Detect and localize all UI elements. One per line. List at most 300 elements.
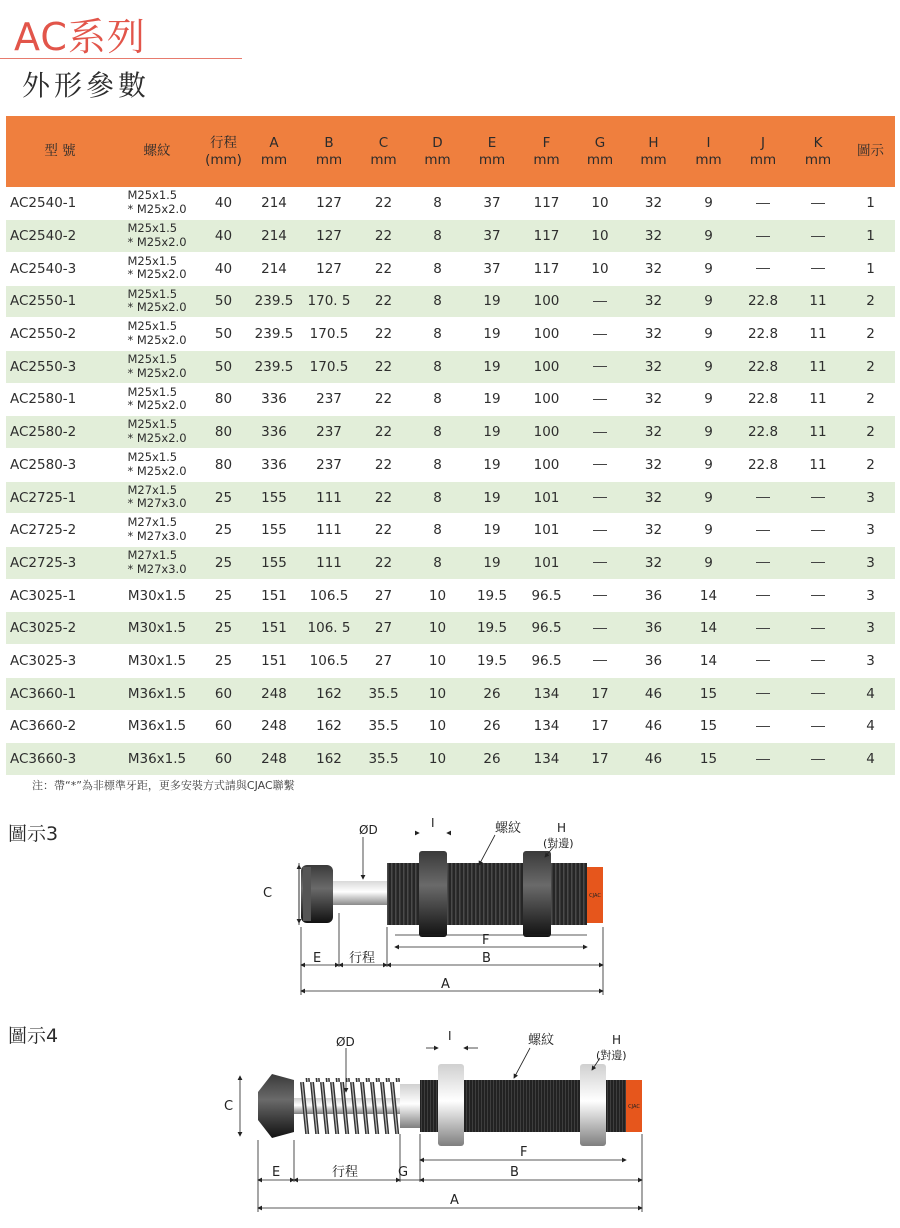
cell-f: 101: [519, 481, 574, 514]
table-body: [6, 187, 895, 775]
cell-thread: [114, 318, 200, 351]
cell-j: 22.8: [736, 318, 790, 351]
cell-e: 19: [465, 416, 519, 449]
thread-spec: [127, 685, 187, 702]
cell-fig: 2: [846, 285, 895, 318]
table-row: [6, 318, 895, 351]
cell-fig: 4: [846, 710, 895, 743]
not-applicable-dash: [593, 366, 607, 367]
cell-thread: [114, 547, 200, 580]
thread-standard: M27x1.5: [127, 515, 178, 530]
cell-model: AC3025-1: [6, 579, 114, 612]
cell-h: 32: [626, 220, 681, 253]
fig4-dim-i: I: [448, 1029, 452, 1043]
cell-j: 22.8: [736, 449, 790, 482]
not-applicable-dash: [811, 628, 825, 629]
cell-k: [790, 547, 846, 580]
figure4-drawing: [220, 1022, 650, 1222]
cell-e: 19.5: [465, 579, 519, 612]
section-title: 外形參數: [22, 69, 151, 102]
thread-spec: [127, 320, 186, 347]
fig4-dim-h: H: [612, 1033, 622, 1047]
column-header-line: J: [761, 134, 765, 151]
cell-k: 11: [790, 383, 846, 416]
not-applicable-dash: [811, 268, 825, 269]
cell-g: 10: [574, 220, 626, 253]
cell-thread: [114, 416, 200, 449]
cell-model: AC2550-1: [6, 285, 114, 318]
column-header-e: [465, 116, 519, 187]
cell-i: 9: [681, 220, 736, 253]
fig3-dim-a: A: [441, 977, 450, 992]
cell-c: 22: [357, 383, 410, 416]
column-header-line: mm: [315, 151, 343, 168]
fig3-dim-stroke: 行程: [349, 951, 376, 966]
cell-j: 22.8: [736, 350, 790, 383]
cell-e: 37: [465, 187, 519, 220]
cell-model: AC2725-2: [6, 514, 114, 547]
table-row: [6, 612, 895, 645]
table-header-row: [6, 116, 895, 187]
cell-g: [574, 612, 626, 645]
table-row: [6, 350, 895, 383]
cell-thread: [114, 220, 200, 253]
cell-g: 17: [574, 677, 626, 710]
column-header-d: [410, 116, 465, 187]
not-applicable-dash: [593, 595, 607, 596]
cell-d: 8: [410, 416, 465, 449]
table-row: [6, 743, 895, 776]
cell-b: 106.5: [301, 579, 357, 612]
spec-table: [6, 116, 895, 776]
thread-standard: M25x1.5: [127, 384, 178, 399]
not-applicable-dash: [593, 334, 607, 335]
not-applicable-dash: [593, 530, 607, 531]
cell-model: AC2540-2: [6, 220, 114, 253]
not-applicable-dash: [811, 726, 825, 727]
cell-j: [736, 743, 790, 776]
thread-nonstandard: * M25x2.0: [127, 203, 186, 217]
cell-a: 151: [247, 612, 301, 645]
cell-model: AC3025-3: [6, 645, 114, 678]
cell-model: AC2580-1: [6, 383, 114, 416]
cell-j: [736, 645, 790, 678]
cell-e: 19: [465, 514, 519, 547]
cell-h: 32: [626, 383, 681, 416]
fig3-piston-rod: [333, 881, 387, 905]
thread-standard: M36x1.5: [127, 685, 187, 702]
cell-i: 15: [681, 677, 736, 710]
thread-standard: M25x1.5: [127, 221, 178, 236]
cell-j: [736, 612, 790, 645]
cell-h: 32: [626, 285, 681, 318]
column-header-line: mm: [749, 151, 777, 168]
cell-b: 237: [301, 449, 357, 482]
cell-fig: 4: [846, 677, 895, 710]
column-header-a: [247, 116, 301, 187]
fig4-dim-b: B: [510, 1165, 519, 1180]
column-header-line: mm: [586, 151, 614, 168]
cell-i: 9: [681, 547, 736, 580]
cell-f: 101: [519, 547, 574, 580]
cell-e: 19.5: [465, 612, 519, 645]
cell-model: AC3660-3: [6, 743, 114, 776]
cell-b: 162: [301, 710, 357, 743]
cell-d: 8: [410, 514, 465, 547]
cell-d: 8: [410, 383, 465, 416]
cell-thread: [114, 743, 200, 776]
cell-h: 36: [626, 579, 681, 612]
cell-thread: [114, 579, 200, 612]
cell-b: 162: [301, 743, 357, 776]
cell-c: 22: [357, 187, 410, 220]
cell-a: 155: [247, 547, 301, 580]
column-header-b: [301, 116, 357, 187]
cell-i: 15: [681, 710, 736, 743]
cell-stroke: 80: [200, 449, 247, 482]
column-header-g: [574, 116, 626, 187]
fig3-dim-i: I: [431, 816, 435, 830]
cell-model: AC2725-1: [6, 481, 114, 514]
cell-j: [736, 220, 790, 253]
fig3-logo: CJAC: [589, 893, 601, 899]
thread-nonstandard: * M27x3.0: [127, 497, 186, 511]
cell-b: 170.5: [301, 350, 357, 383]
not-applicable-dash: [811, 693, 825, 694]
cell-model: AC2540-1: [6, 187, 114, 220]
cell-a: 151: [247, 645, 301, 678]
thread-spec: [127, 386, 186, 413]
fig3-nut-left: [419, 851, 447, 937]
cell-g: 17: [574, 710, 626, 743]
cell-g: [574, 579, 626, 612]
thread-standard: M27x1.5: [127, 548, 178, 563]
cell-i: 9: [681, 187, 736, 220]
fig4-nut-left: [438, 1064, 464, 1146]
cell-c: 35.5: [357, 710, 410, 743]
cell-j: 22.8: [736, 383, 790, 416]
thread-standard: M25x1.5: [127, 417, 178, 432]
not-applicable-dash: [756, 562, 770, 563]
cell-k: 11: [790, 350, 846, 383]
column-header-i: [681, 116, 736, 187]
cell-thread: [114, 383, 200, 416]
cell-k: [790, 677, 846, 710]
cell-h: 32: [626, 318, 681, 351]
cell-b: 127: [301, 187, 357, 220]
cell-e: 19: [465, 318, 519, 351]
cell-k: [790, 187, 846, 220]
not-applicable-dash: [756, 595, 770, 596]
cell-i: 14: [681, 612, 736, 645]
thread-spec: [127, 418, 186, 445]
not-applicable-dash: [593, 628, 607, 629]
thread-spec: [128, 720, 186, 734]
cell-a: 336: [247, 449, 301, 482]
column-header-stroke: [200, 116, 247, 187]
cell-thread: [114, 350, 200, 383]
cell-stroke: 60: [200, 677, 247, 710]
column-header-line: B: [324, 134, 334, 151]
cell-g: [574, 416, 626, 449]
fig4-dim-stroke: 行程: [332, 1165, 359, 1180]
thread-standard: M30x1.5: [127, 620, 187, 637]
cell-fig: 3: [846, 547, 895, 580]
fig3-dim-thread: 螺紋: [495, 821, 522, 836]
thread-standard: M25x1.5: [127, 253, 178, 268]
thread-standard: M27x1.5: [127, 482, 178, 497]
cell-thread: [114, 481, 200, 514]
table-row: [6, 547, 895, 580]
cell-a: 155: [247, 514, 301, 547]
thread-spec: [127, 484, 186, 511]
not-applicable-dash: [593, 301, 607, 302]
cell-c: 22: [357, 350, 410, 383]
column-header-line: E: [487, 134, 497, 151]
cell-j: [736, 187, 790, 220]
column-header-line: mm: [260, 151, 288, 168]
cell-h: 32: [626, 449, 681, 482]
column-header-line: 螺紋: [143, 143, 171, 159]
cell-fig: 3: [846, 579, 895, 612]
column-header-line: F: [542, 134, 551, 151]
cell-d: 8: [410, 547, 465, 580]
thread-nonstandard: * M25x2.0: [127, 301, 186, 315]
cell-model: AC2550-3: [6, 350, 114, 383]
cell-a: 151: [247, 579, 301, 612]
cell-b: 170.5: [301, 318, 357, 351]
not-applicable-dash: [811, 236, 825, 237]
cell-c: 22: [357, 514, 410, 547]
fig3-dim-f: F: [482, 933, 490, 948]
cell-i: 14: [681, 645, 736, 678]
cell-k: [790, 743, 846, 776]
cell-k: [790, 481, 846, 514]
thread-spec: [127, 189, 186, 216]
cell-c: 35.5: [357, 743, 410, 776]
cell-stroke: 25: [200, 579, 247, 612]
thread-standard: M36x1.5: [127, 751, 187, 768]
cell-h: 46: [626, 710, 681, 743]
cell-c: 27: [357, 645, 410, 678]
thread-spec: [127, 255, 186, 282]
thread-standard: M25x1.5: [127, 450, 178, 465]
fig4-dim-d: ØD: [336, 1035, 355, 1049]
cell-fig: 1: [846, 252, 895, 285]
cell-i: 9: [681, 449, 736, 482]
cell-e: 19: [465, 285, 519, 318]
cell-f: 100: [519, 350, 574, 383]
cell-fig: 2: [846, 350, 895, 383]
cell-thread: [114, 612, 200, 645]
cell-i: 9: [681, 318, 736, 351]
not-applicable-dash: [756, 726, 770, 727]
not-applicable-dash: [593, 432, 607, 433]
fig4-dim-h-sub: (對邊): [596, 1049, 627, 1062]
cell-f: 100: [519, 383, 574, 416]
column-header-h: [626, 116, 681, 187]
cell-i: 15: [681, 743, 736, 776]
fig3-dim-e: E: [313, 951, 322, 966]
cell-d: 8: [410, 350, 465, 383]
fig4-nut-right: [580, 1064, 606, 1146]
cell-fig: 1: [846, 220, 895, 253]
cell-h: 46: [626, 677, 681, 710]
cell-b: 106. 5: [301, 612, 357, 645]
cell-k: 11: [790, 449, 846, 482]
cell-stroke: 80: [200, 383, 247, 416]
cell-h: 32: [626, 514, 681, 547]
figure3-label: 圖示3: [8, 823, 59, 845]
cell-j: [736, 677, 790, 710]
cell-d: 8: [410, 187, 465, 220]
cell-stroke: 40: [200, 252, 247, 285]
cell-stroke: 25: [200, 612, 247, 645]
thread-nonstandard: * M27x3.0: [127, 563, 186, 577]
column-header-line: C: [378, 134, 389, 151]
table-row: [6, 285, 895, 318]
fig4-dim-g: G: [398, 1165, 409, 1180]
cell-d: 10: [410, 743, 465, 776]
cell-b: 106.5: [301, 645, 357, 678]
cell-f: 101: [519, 514, 574, 547]
table-row: [6, 514, 895, 547]
thread-standard: M25x1.5: [127, 352, 178, 367]
cell-g: [574, 449, 626, 482]
column-header-line: I: [706, 134, 711, 151]
cell-e: 26: [465, 710, 519, 743]
cell-g: [574, 318, 626, 351]
not-applicable-dash: [811, 530, 825, 531]
fig3-dim-b: B: [482, 951, 491, 966]
not-applicable-dash: [756, 759, 770, 760]
thread-spec: [128, 753, 186, 767]
fig4-logo: CJAC: [628, 1104, 640, 1110]
cell-g: [574, 547, 626, 580]
cell-b: 111: [301, 514, 357, 547]
thread-nonstandard: * M25x2.0: [127, 432, 186, 446]
cell-fig: 2: [846, 449, 895, 482]
cell-g: [574, 514, 626, 547]
cell-j: 22.8: [736, 416, 790, 449]
column-header-line: 圖示: [857, 143, 884, 159]
cell-stroke: 50: [200, 350, 247, 383]
cell-j: [736, 579, 790, 612]
cell-f: 117: [519, 220, 574, 253]
cell-e: 19: [465, 547, 519, 580]
column-header-line: mm: [370, 151, 397, 168]
cell-j: 22.8: [736, 285, 790, 318]
cell-fig: 3: [846, 645, 895, 678]
column-header-line: mm: [478, 151, 506, 168]
column-header-line: D: [432, 134, 443, 151]
cell-f: 134: [519, 710, 574, 743]
cell-f: 96.5: [519, 645, 574, 678]
table-row: [6, 579, 895, 612]
title-rule: [0, 58, 242, 59]
cell-j: [736, 481, 790, 514]
cell-c: 27: [357, 579, 410, 612]
cell-a: 248: [247, 743, 301, 776]
thread-nonstandard: * M25x2.0: [127, 465, 186, 479]
cell-b: 127: [301, 220, 357, 253]
column-header-thread: [114, 116, 200, 187]
cell-a: 239.5: [247, 318, 301, 351]
table-row: [6, 645, 895, 678]
not-applicable-dash: [811, 660, 825, 661]
cell-f: 96.5: [519, 579, 574, 612]
cell-thread: [114, 645, 200, 678]
cell-f: 117: [519, 187, 574, 220]
cell-stroke: 25: [200, 645, 247, 678]
column-header-line: G: [594, 134, 606, 151]
not-applicable-dash: [593, 464, 607, 465]
cell-b: 111: [301, 481, 357, 514]
cell-i: 14: [681, 579, 736, 612]
cell-stroke: 50: [200, 318, 247, 351]
thread-nonstandard: * M25x2.0: [127, 236, 186, 250]
cell-c: 22: [357, 318, 410, 351]
column-header-line: K: [813, 134, 823, 151]
thread-nonstandard: * M25x2.0: [127, 399, 186, 413]
column-header-f: [519, 116, 574, 187]
thread-spec: [127, 587, 187, 604]
cell-a: 155: [247, 481, 301, 514]
cell-h: 32: [626, 187, 681, 220]
cell-j: [736, 252, 790, 285]
column-header-k: [790, 116, 846, 187]
cell-k: [790, 220, 846, 253]
cell-a: 336: [247, 383, 301, 416]
table-row: [6, 481, 895, 514]
fig3-bumper: [301, 865, 333, 923]
cell-d: 10: [410, 579, 465, 612]
thread-nonstandard: * M25x2.0: [127, 334, 186, 348]
cell-d: 8: [410, 449, 465, 482]
fig4-dim-a: A: [450, 1193, 459, 1208]
cell-i: 9: [681, 350, 736, 383]
cell-i: 9: [681, 481, 736, 514]
cell-g: 10: [574, 187, 626, 220]
cell-b: 237: [301, 416, 357, 449]
cell-e: 19: [465, 481, 519, 514]
cell-a: 336: [247, 416, 301, 449]
cell-d: 10: [410, 645, 465, 678]
column-header-j: [736, 116, 790, 187]
cell-k: 11: [790, 416, 846, 449]
cell-d: 8: [410, 481, 465, 514]
cell-e: 19.5: [465, 645, 519, 678]
cell-h: 32: [626, 481, 681, 514]
cell-model: AC2580-2: [6, 416, 114, 449]
not-applicable-dash: [756, 628, 770, 629]
thread-standard: M30x1.5: [127, 587, 187, 604]
cell-h: 36: [626, 645, 681, 678]
thread-spec: [127, 222, 186, 249]
column-header-line: A: [269, 134, 279, 151]
not-applicable-dash: [811, 759, 825, 760]
fig3-dim-h: H: [557, 821, 567, 835]
cell-stroke: 25: [200, 547, 247, 580]
column-header-line: mm: [640, 151, 667, 168]
thread-standard: M36x1.5: [127, 718, 187, 735]
cell-f: 96.5: [519, 612, 574, 645]
column-header-model: [6, 116, 114, 187]
cell-f: 100: [519, 285, 574, 318]
cell-h: 32: [626, 350, 681, 383]
cell-c: 22: [357, 449, 410, 482]
cell-j: [736, 710, 790, 743]
